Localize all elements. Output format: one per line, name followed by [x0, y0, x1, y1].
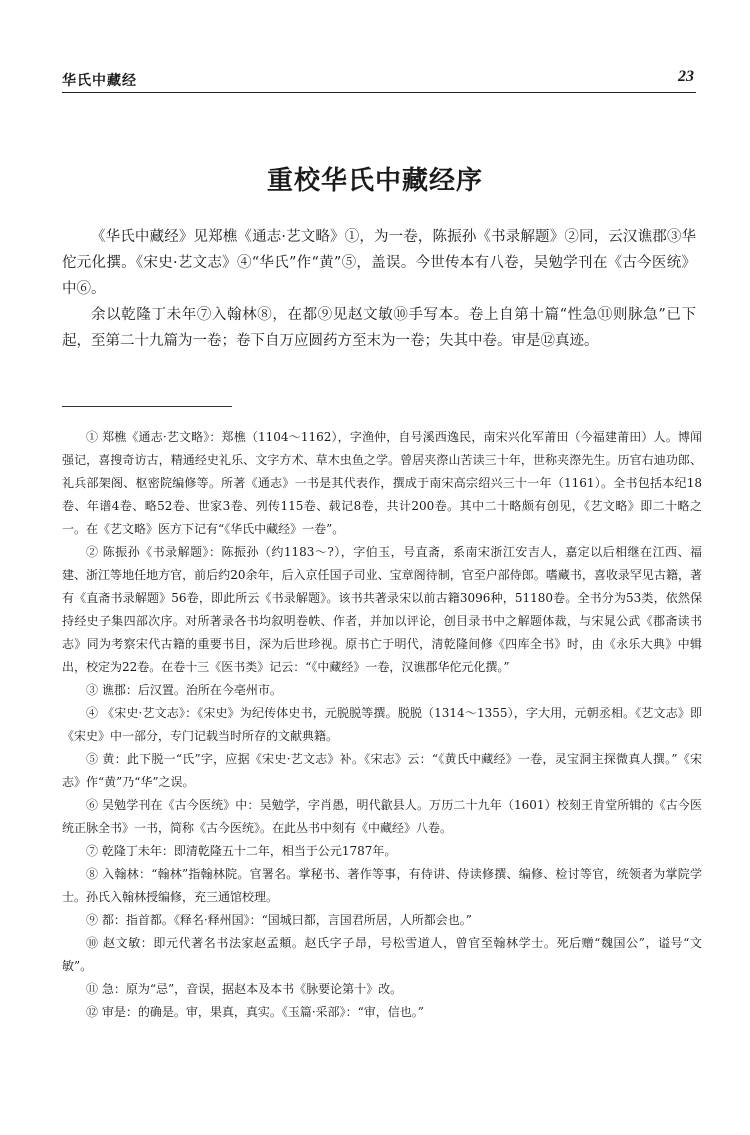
chapter-title: 重校华氏中藏经序	[266, 166, 483, 196]
footnote: ② 陈振孙《书录解题》：陈振孙（约1183～?），字伯玉，号直斋，系南宋浙江安吉人，嘉定以后相继在江西、福建、浙江等地任地方官，前后约20余年，后入京任国子司业、宝章阁待制，官至户部侍郎。嗜藏书，喜收录罕见古籍，著有《直斋书录解题》56卷，即此所云《书录解题》。该书共著录宋以前古籍3096种，51180卷。全书分为53类，依然保持经史子集四部次序。对所著录各书均叙明卷帙、作者，并加以评论，创目录书中之解题体裁，与宋晁公武《郡斋读书志》同为考察宋代古籍的重要书目，深为后世珍视。原书亡于明代，清乾隆间修《四库全书》时，由《永乐大典》中辑出，校定为22卷。在卷十三《医书类》记云：“《中藏经》一卷，汉谯郡华佗元化撰。”	[62, 545, 702, 674]
footnote: ⑪ 急：原为“忌”，音误，据赵本及本书《脉要论第十》改。	[86, 982, 403, 996]
footnote: ④ 《宋史·艺文志》：《宋史》为纪传体史书，元脱脱等撰。脱脱（1314～1355），字大用，元朝丞相。《艺文志》即《宋史》中一部分，专门记载当时所存的文献典籍。	[62, 706, 702, 743]
footnote: ⑫ 审是：的确是。审，果真，真实。《玉篇·采部》：“审，信也。”	[86, 1005, 424, 1019]
body-paragraph: 《华氏中藏经》见郑樵《通志·艺文略》①，为一卷，陈振孙《书录解题》②同，云汉谯郡③华佗元化撰。《宋史·艺文志》④“华氏”作“黄”⑤，盖误。今世传本有八卷，吴勉学刊在《古今医统》中⑥。	[62, 229, 696, 297]
footnote: ⑧ 入翰林：“翰林”指翰林院。官署名。掌秘书、著作等事，有侍讲、侍读修撰、编修、检讨等官，统领者为掌院学士。孙氏入翰林授编修，充三通馆校理。	[62, 867, 702, 904]
footnote: ⑤ 黄：此下脱一“氏”字，应据《宋史·艺文志》补。《宋志》云：“《黄氏中藏经》一卷，灵宝洞主探微真人撰。”《宋志》作“黄”乃“华”之误。	[62, 752, 702, 789]
preface-body	[62, 224, 696, 354]
body-paragraph: 余以乾隆丁未年⑦入翰林⑧，在都⑨见赵文敏⑩手写本。卷上自第十篇“性急⑪则脉急”已下起，至第二十九篇为一卷；卷下自万应圆药方至末为一卷；失其中卷。审是⑫真迹。	[62, 307, 696, 349]
footnote-separator	[62, 406, 232, 407]
footnote: ③ 谯郡：后汉置。治所在今亳州市。	[86, 683, 282, 697]
footnote: ⑨ 都：指首都。《释名·释州国》：“国城曰都，言国君所居，人所都会也。”	[86, 913, 472, 927]
footnote: ① 郑樵《通志·艺文略》：郑樵（1104～1162），字渔仲，自号溪西逸民，南宋兴化军莆田（今福建莆田）人。博闻强记，喜搜奇访古，精通经史礼乐、文字方术、草木虫鱼之学。曾居夹漈山苦读三十年，世称夹漈先生。历官右迪功郎、礼兵部架阁、枢密院编修等。所著《通志》一书是其代表作，撰成于南宋高宗绍兴三十一年（1161）。全书包括本纪18卷、年谱4卷、略52卷、世家3卷、列传115卷、载记8卷，共计200卷。其中二十略颇有创见，《艺文略》即二十略之一。在《艺文略》医方下记有“《华氏中藏经》一卷”。	[62, 430, 702, 536]
footnotes	[62, 426, 702, 1024]
running-header	[62, 66, 696, 93]
running-header-title: 华氏中藏经	[62, 73, 137, 89]
footnote: ⑦ 乾隆丁未年：即清乾隆五十二年，相当于公元1787年。	[86, 844, 397, 858]
page-number: 23	[678, 68, 694, 85]
footnote: ⑥ 吴勉学刊在《古今医统》中：吴勉学，字肖愚，明代歙县人。万历二十九年（1601）校刻王肯堂所辑的《古今医统正脉全书》一书，简称《古今医统》。在此丛书中刻有《中藏经》八卷。	[62, 798, 702, 835]
footnote: ⑩ 赵文敏：即元代著名书法家赵孟頫。赵氏字子昂，号松雪道人，曾官至翰林学士。死后赠“魏国公”，谥号“文敏”。	[62, 936, 702, 973]
